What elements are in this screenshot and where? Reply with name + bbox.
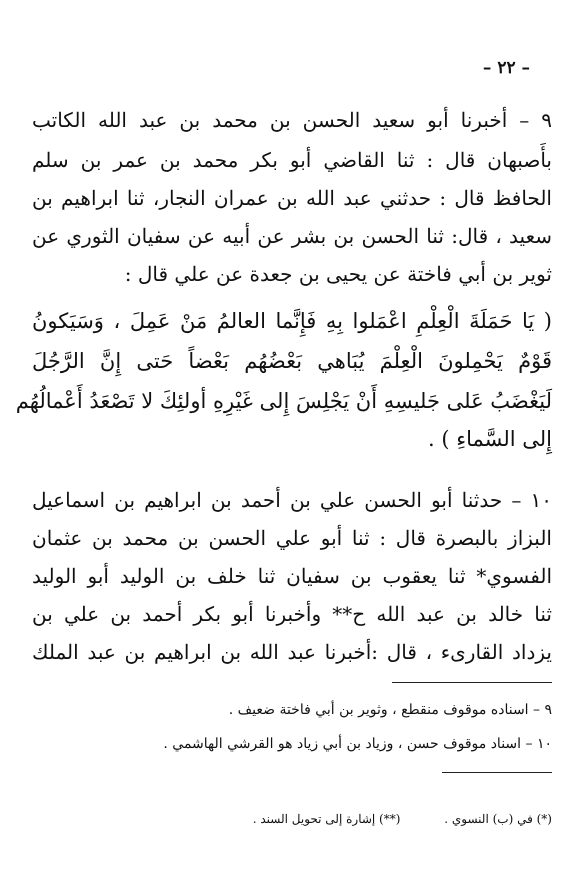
- hadith9-line-2: بأَصبهان قال : ثنا القاضي أبو بكر محمد بن عمر بن سلم: [32, 148, 552, 172]
- hadith10-line-4: ثنا خالد بن عبد الله ح** وأخبرنا أبو بكر أحمد بن علي بن: [32, 602, 552, 626]
- footnote-10: ١٠ – اسناد موقوف حسن ، وزياد بن أبي زياد هو القرشي الهاشمي .: [163, 736, 552, 752]
- hadith10-line-3: الفسوي* ثنا يعقوب بن سفيان ثنا خلف بن الوليد أبو الوليد: [32, 564, 552, 588]
- variant-note-2: (**) إشارة إلى تحويل السند .: [252, 812, 401, 826]
- variant-notes: [32, 812, 552, 826]
- hadith9-quote-line-3: لَيَغْضَبُ عَلى جَليسِهِ أَنْ يَجْلِسَ إِلى غَيْرِهِ أولئِكَ لا تَصْعَدُ أَعْمالُهُم: [15, 389, 552, 413]
- hadith9-line-4: سعيد ، قال: ثنا الحسن بن بشر عن أبيه عن سفيان الثوري عن: [32, 224, 552, 248]
- variant-notes-separator: [442, 772, 552, 773]
- hadith10-line-5: يزداد القارىء ، قال :أخبرنا عبد الله بن ابراهيم بن عبد الملك: [32, 640, 552, 664]
- hadith9-quote-line-1: ( يَا حَمَلَةَ الْعِلْمِ اعْمَلوا بِهِ فَإِنَّما العالمُ مَنْ عَمِلَ ، وَسَيَكونُ: [32, 309, 552, 333]
- hadith10-line-1: ١٠ – حدثنا أبو الحسن علي بن أحمد بن ابراهيم بن اسماعيل: [32, 488, 552, 512]
- variant-note-1: (*) في (ب) النسوي .: [444, 812, 552, 826]
- hadith9-line-5: ثوير بن أبي فاختة عن يحيى بن جعدة عن علي قال :: [124, 262, 552, 286]
- footnote-separator: [392, 682, 552, 683]
- hadith9-quote-line-4: إِلى السَّماءِ ) .: [427, 427, 552, 451]
- page-number: – ٢٢ –: [482, 58, 530, 78]
- hadith9-quote-line-2: قَوْمٌ يَحْمِلونَ الْعِلْمَ يُبَاهي بَعْضُهُم بَعْضاً حَتى إِنَّ الرَّجُلَ: [32, 349, 552, 373]
- hadith9-line-3: الحافظ قال : حدثني عبد الله بن عمران النجار، ثنا ابراهيم بن: [32, 186, 552, 210]
- hadith9-line-1: ٩ – أخبرنا أبو سعيد الحسن بن محمد بن عبد الله الكاتب: [32, 108, 552, 132]
- hadith10-line-2: البزاز بالبصرة قال : ثنا أبو علي الحسن بن محمد بن عثمان: [32, 526, 552, 550]
- footnote-9: ٩ – اسناده موقوف منقطع ، وثوير بن أبي فاختة ضعيف .: [228, 702, 552, 718]
